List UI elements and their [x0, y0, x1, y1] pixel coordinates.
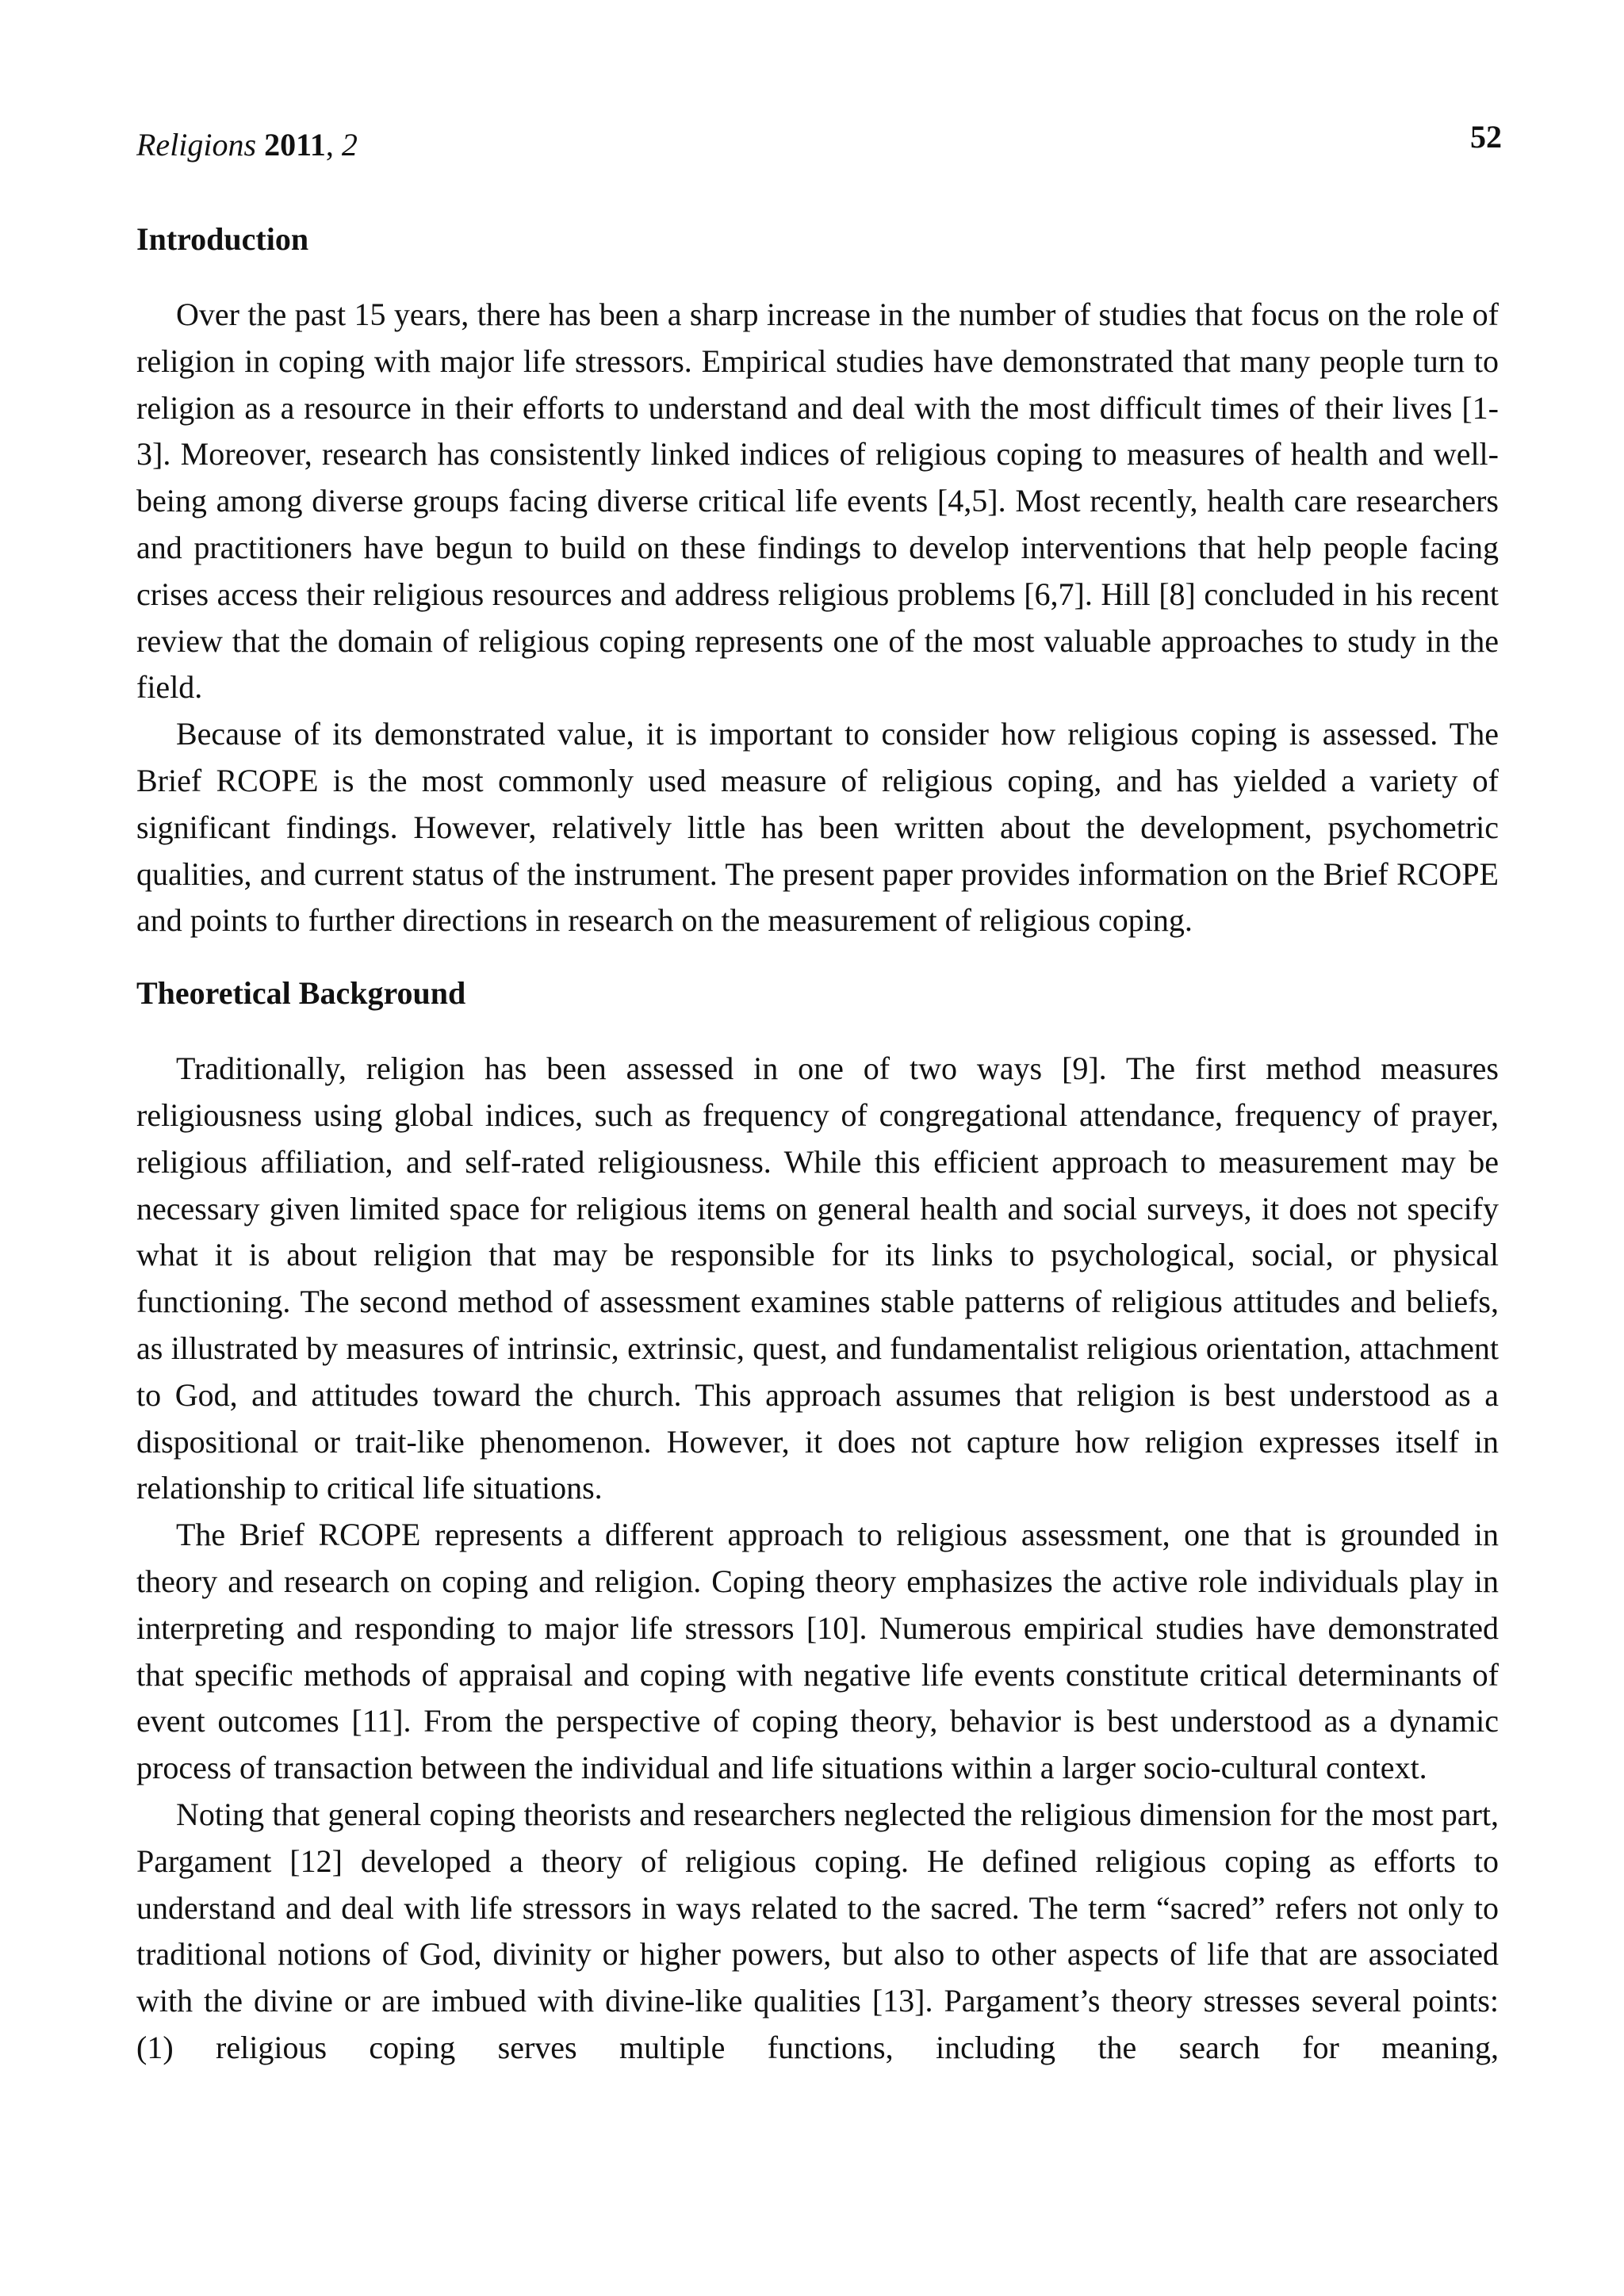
journal-name: Religions — [136, 127, 257, 163]
page-number: 52 — [1470, 119, 1502, 155]
journal-year: 2011 — [264, 127, 326, 163]
paragraph: Noting that general coping theorists and researchers neglected the religious dimension for the most part, Pargament [12] developed a theory of religious coping. He defined religious coping as efforts to understand and deal with life stressors in ways related to the sacred. The term “sacred” refers not only to traditional notions of God, divinity or higher powers, but also to other aspects of life that are associated with the divine or are imbued with divine-like qualities [13]. Pargament’s theory stresses several points: (1) religious coping serves multiple functions, including the search for meaning, — [136, 1796, 1499, 2065]
journal-volume: 2 — [341, 127, 358, 163]
section-title-theoretical-background: Theoretical Background — [136, 975, 466, 1012]
running-head — [136, 125, 358, 165]
page — [136, 0, 1502, 2296]
section-title-introduction: Introduction — [136, 221, 309, 257]
paragraph: Over the past 15 years, there has been a sharp increase in the number of studies that focus on the role of religion in coping with major life stressors. Empirical studies have demonstrated that many people turn to religion as a resource in their efforts to understand and deal with the most difficult times of their lives [1-3]. Moreover, research has consistently linked indices of religious coping to measures of health and well-being among diverse groups facing diverse critical life events [4,5]. Most recently, health care researchers and practitioners have begun to build on these findings to develop interventions that help people facing crises access their religious resources and address religious problems [6,7]. Hill [8] concluded in his recent review that the domain of religious coping represents one of the most valuable approaches to study in the field. — [136, 297, 1499, 706]
paragraph: The Brief RCOPE represents a different approach to religious assessment, one that is grounded in theory and research on coping and religion. Coping theory emphasizes the active role individuals play in interpreting and responding to major life stressors [10]. Numerous empirical studies have demonstrated that specific methods of appraisal and coping with negative life events constitute critical determinants of event outcomes [11]. From the perspective of coping theory, behavior is best understood as a dynamic process of transaction between the individual and life situations within a larger socio-cultural context. — [136, 1517, 1499, 1786]
paragraph: Traditionally, religion has been assessed in one of two ways [9]. The first method measures religiousness using global indices, such as frequency of congregational attendance, frequency of prayer, religious affiliation, and self-rated religiousness. While this efficient approach to measurement may be necessary given limited space for religious items on general health and social surveys, it does not specify what it is about religion that may be responsible for its links to psychological, social, or physical functioning. The second method of assessment examines stable patterns of religious attitudes and beliefs, as illustrated by measures of intrinsic, extrinsic, quest, and fundamentalist religious orientation, attachment to God, and attitudes toward the church. This approach assumes that religion is best understood as a dispositional or trait-like phenomenon. However, it does not capture how religion expresses itself in relationship to critical life situations. — [136, 1050, 1499, 1506]
section-theoretical-background — [136, 968, 1499, 2072]
paragraph: Because of its demonstrated value, it is important to consider how religious coping is assessed. The Brief RCOPE is the most commonly used measure of religious coping, and has yielded a variety of significant findings. However, relatively little has been written about the development, psychometric qualities, and current status of the instrument. The present paper provides information on the Brief RCOPE and points to further directions in research on the measurement of religious coping. — [136, 716, 1499, 939]
running-head-separator: , — [325, 127, 342, 163]
section-introduction — [136, 214, 1499, 944]
article-body — [136, 214, 1499, 2072]
